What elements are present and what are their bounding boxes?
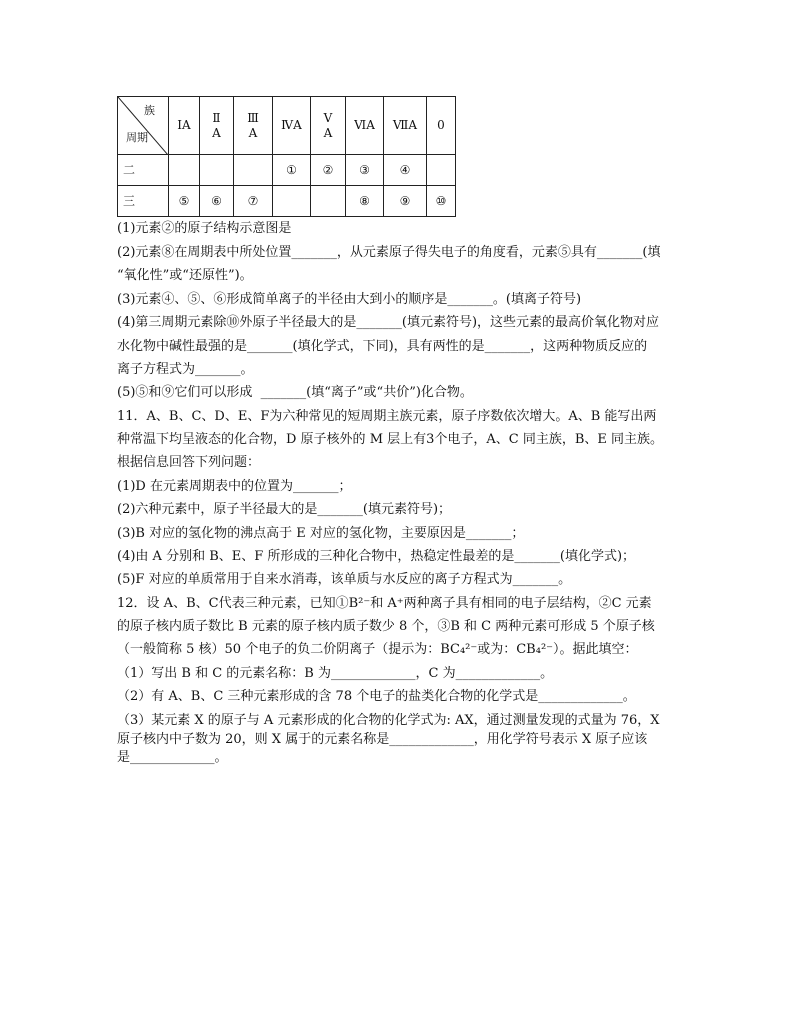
diagonal-line — [118, 97, 168, 155]
group-header: V A — [311, 97, 346, 155]
table-cell — [169, 155, 200, 186]
group-header: Ⅱ A — [200, 97, 234, 155]
table-cell — [427, 155, 456, 186]
table-row — [118, 155, 456, 186]
group-header: ⅥA — [346, 97, 384, 155]
question-line: 水化物中碱性最强的是_______(填化学式，下同)，具有两性的是_______，这两种物质反应的 — [117, 339, 648, 354]
question-line: (1)元素②的原子结构示意图是 — [117, 221, 292, 236]
table-cell: ⑦ — [234, 186, 273, 217]
corner-group-label: 族 — [144, 104, 155, 117]
question-line: (3)元素④、⑤、⑥形成简单离子的半径由大到小的顺序是_______。(填离子符号) — [117, 292, 582, 307]
question-line: （一般简称 5 核）50 个电子的负二价阴离子（提示为：BC₄²⁻或为：CB₄²⁻）。据此填空： — [117, 642, 638, 657]
question-line: 的原子核内质子数比 B 元素的原子核内质子数少 8 个，③B 和 C 两种元素可形成 5 个原子核 — [117, 619, 655, 634]
table-cell: ③ — [346, 155, 384, 186]
table-cell: ⑤ — [169, 186, 200, 217]
table-cell — [234, 155, 273, 186]
question-line: (5)F 对应的单质常用于自来水消毒，该单质与水反应的离子方程式为_______。 — [117, 572, 572, 587]
question-line: （3）某元素 X 的原子与 A 元素形成的化合物的化学式为: AX，通过测量发现的式量为 76，X — [117, 713, 660, 728]
corner-period-label: 周期 — [126, 131, 148, 145]
question-line: （1）写出 B 和 C 的元素名称：B 为_____________，C 为_____________。 — [117, 666, 554, 681]
question-line: 原子核内中子数为 20，则 X 属于的元素名称是_____________，用化学符号表示 X 原子应该 — [117, 732, 648, 747]
table-corner-cell — [118, 97, 169, 155]
question-line: (4)由 A 分别和 B、E、F 所形成的三种化合物中，热稳定性最差的是_______(填化学式)； — [117, 549, 636, 564]
period-label: 二 — [118, 155, 169, 186]
question-line: “氧化性”或“还原性”)。 — [117, 268, 253, 283]
table-cell: ④ — [384, 155, 427, 186]
question-line: 12．设 A、B、C代表三种元素，已知①B²⁻和 A⁺两种离子具有相同的电子层结构，②C 元素 — [117, 596, 652, 611]
question-line: （2）有 A、B、C 三种元素形成的含 78 个电子的盐类化合物的化学式是_____________。 — [117, 689, 636, 704]
table-cell: ⑥ — [200, 186, 234, 217]
group-header: ⅣA — [273, 97, 311, 155]
group-header: 0 — [427, 97, 456, 155]
group-header: Ⅲ A — [234, 97, 273, 155]
periodic-table-fragment — [117, 96, 456, 217]
table-cell — [311, 186, 346, 217]
table-cell: ⑧ — [346, 186, 384, 217]
question-line: 根据信息回答下列问题： — [117, 455, 261, 470]
question-line: 11．A、B、C、D、E、F为六种常见的短周期主族元素，原子序数依次增大。A、B 能写出两 — [117, 409, 657, 424]
table-cell: ① — [273, 155, 311, 186]
question-line: (2)六种元素中，原子半径最大的是_______(填元素符号)； — [117, 502, 452, 517]
table-cell — [200, 155, 234, 186]
question-line: (4)第三周期元素除⑩外原子半径最大的是_______(填元素符号)，这些元素的最高价氧化物对应 — [117, 315, 660, 330]
question-line: (2)元素⑧在周期表中所处位置_______，从元素原子得失电子的角度看，元素⑤具有_______(填 — [117, 245, 661, 260]
group-header: IA — [169, 97, 200, 155]
group-header: ⅦA — [384, 97, 427, 155]
question-line: (1)D 在元素周期表中的位置为_______； — [117, 479, 352, 494]
table-cell: ⑨ — [384, 186, 427, 217]
question-line: (3)B 对应的氢化物的沸点高于 E 对应的氢化物，主要原因是_______； — [117, 526, 525, 541]
question-line: 种常温下均呈液态的化合物，D 原子核外的 M 层上有3个电子，A、C 同主族，B、E 同主族。 — [117, 432, 664, 447]
table-header-row — [118, 97, 456, 155]
table-cell: ⑩ — [427, 186, 456, 217]
question-line: 离子方程式为_______。 — [117, 362, 254, 377]
table-cell: ② — [311, 155, 346, 186]
table-row — [118, 186, 456, 217]
question-line: (5)⑤和⑨它们可以形成 _______(填“离子”或“共价”)化合物。 — [117, 385, 473, 400]
question-line: 是_____________。 — [117, 750, 228, 765]
table-cell — [273, 186, 311, 217]
period-label: 三 — [118, 186, 169, 217]
